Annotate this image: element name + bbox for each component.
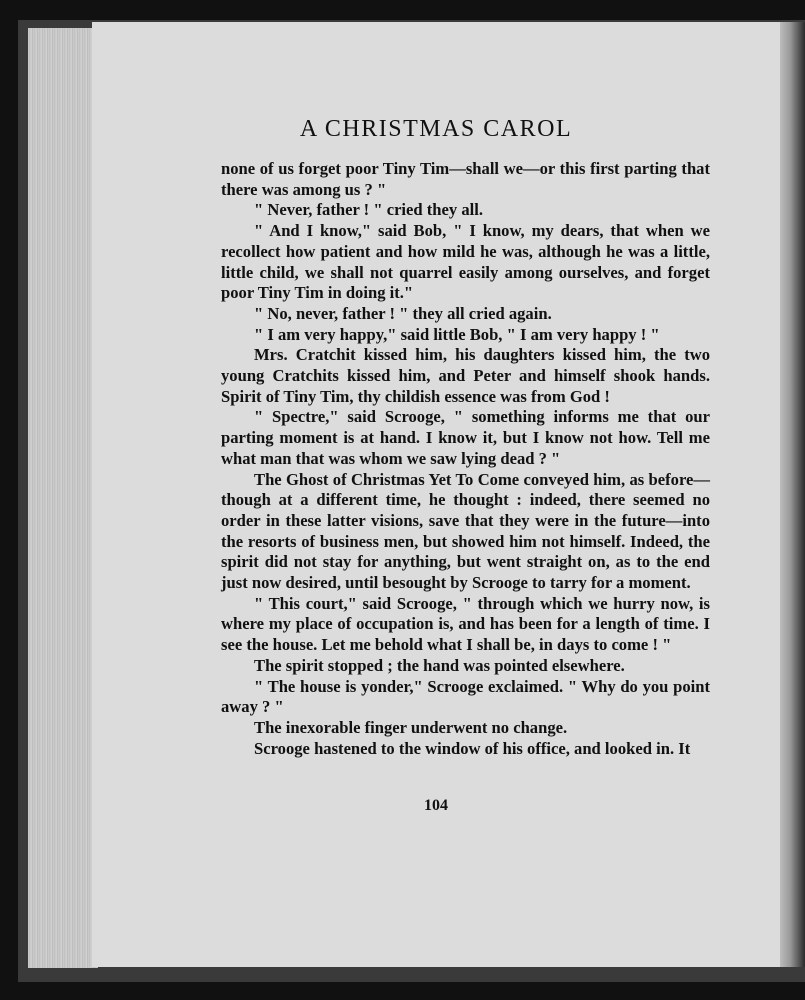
paragraph: " Spectre," said Scrooge, " something informs me that our parting moment is at hand. I know it, but I know not how. Tell me what man that was whom we saw lying dead ? " [221, 407, 710, 468]
paragraph: The Ghost of Christmas Yet To Come conveyed him, as before—though at a different time, he thought : indeed, there seemed no order in these latter visions, save that they were in the future—into the resorts of business men, but showed him not himself. Indeed, the spirit did not stay for anything, but went straight on, as to the end just now desired, until besought by Scrooge to tarry for a moment. [221, 469, 710, 593]
page-number: 104 [424, 797, 448, 814]
paragraph: " I am very happy," said little Bob, " I am very happy ! " [254, 324, 660, 344]
paragraph: " No, never, father ! " they all cried again. [254, 303, 552, 323]
page-gutter-shadow [780, 22, 805, 967]
paragraph: The spirit stopped ; the hand was pointed elsewhere. [254, 655, 625, 675]
page-edges [28, 28, 98, 968]
paragraph: none of us forget poor Tiny Tim—shall we—or this first parting that there was among us ? " [221, 159, 710, 199]
paragraph: The inexorable finger underwent no change. [254, 717, 568, 737]
paragraph: " This court," said Scrooge, " through which we hurry now, is where my place of occupation is, and has been for a length of time. I see the house. Let me behold what I shall be, in days to come ! " [221, 593, 710, 655]
paragraph: " The house is yonder," Scrooge exclaimed. " Why do you point away ? " [221, 676, 710, 717]
body-text [221, 159, 710, 759]
paragraph: Scrooge hastened to the window of his office, and looked in. It [254, 738, 691, 758]
paragraph: Mrs. Cratchit kissed him, his daughters kissed him, the two young Cratchits kissed him, and Peter and himself shook hands. Spirit of Tiny Tim, thy childish essence was from God ! [221, 345, 710, 406]
running-head: A CHRISTMAS CAROL [299, 116, 573, 142]
paragraph: " Never, father ! " cried they all. [254, 200, 484, 220]
paragraph: " And I know," said Bob, " I know, my dears, that when we recollect how patient and how mild he was, although he was a little, little child, we shall not quarrel easily among ourselves, and forget poor Tiny Tim in doing it." [221, 221, 710, 303]
